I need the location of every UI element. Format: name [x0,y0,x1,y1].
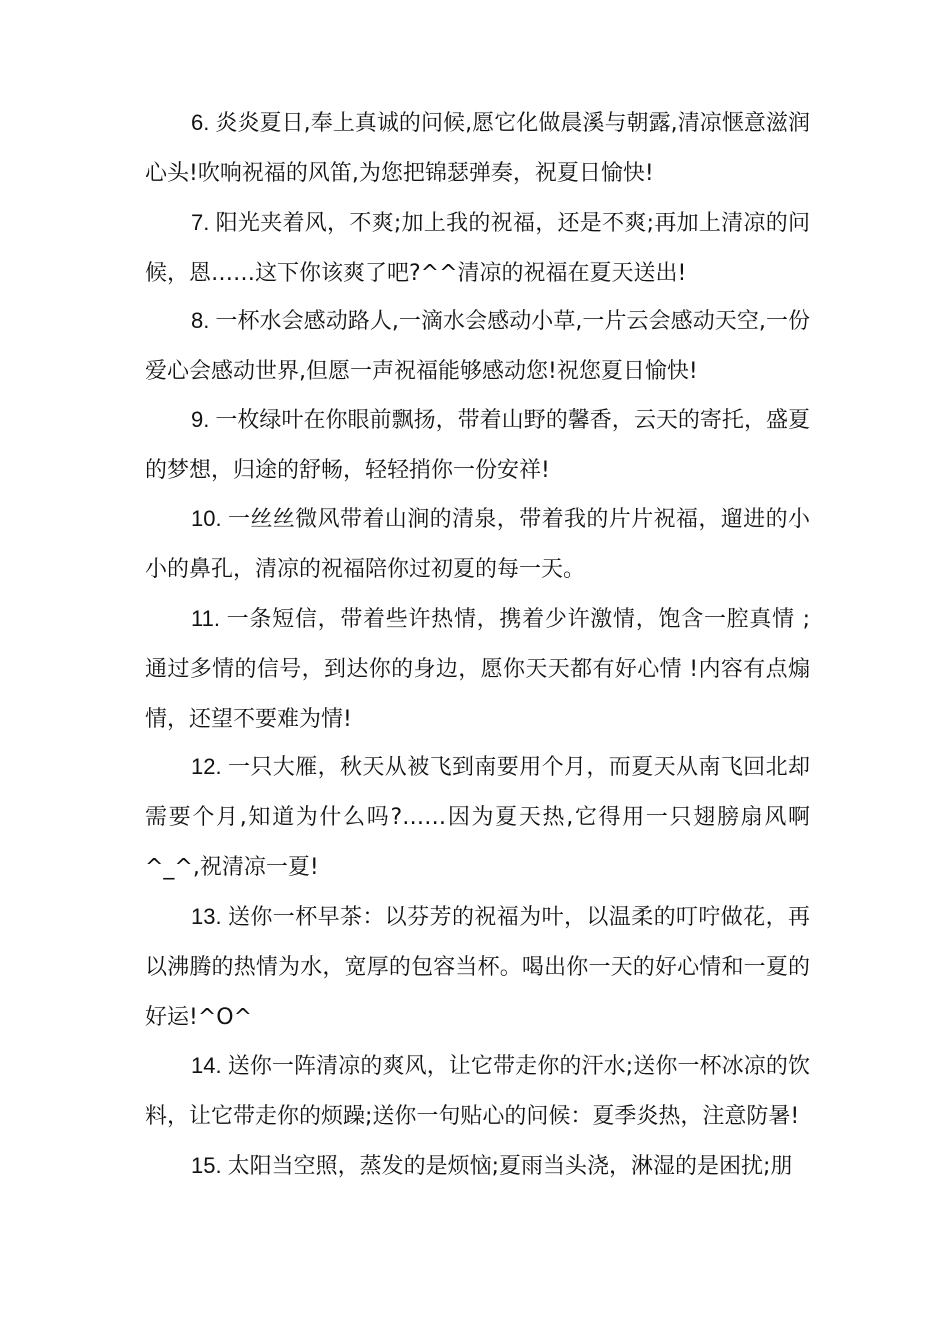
item-number: 14. [191,1053,222,1078]
paragraph-9 [145,395,810,496]
paragraph-text: 炎炎夏日,奉上真诚的问候,愿它化做晨溪与朝露,清凉惬意滋润心头!吹响祝福的风笛,为您把锦瑟弹奏，祝夏日愉快! [145,111,810,186]
item-number: 7. [191,210,210,235]
paragraph-text: 阳光夹着风，不爽;加上我的祝福，还是不爽;再加上清凉的问候，恩……这下你该爽了吧?^^清凉的祝福在夏天送出! [145,211,810,286]
paragraph-15 [145,1141,810,1192]
paragraph-text: 一只大雁，秋天从被飞到南要用个月，而夏天从南飞回北却需要个月,知道为什么吗?……因为夏天热,它得用一只翅膀扇风啊^_^,祝清凉一夏! [145,755,810,880]
paragraph-6 [145,98,810,199]
item-number: 8. [191,308,210,333]
paragraph-text: 一丝丝微风带着山涧的清泉，带着我的片片祝福，遛进的小小的鼻孔，清凉的祝福陪你过初夏的每一天。 [145,507,810,582]
paragraph-text: 太阳当空照，蒸发的是烦恼;夏雨当头浇，淋湿的是困扰;朋 [227,1154,793,1179]
item-number: 6. [191,110,210,135]
paragraph-10 [145,494,810,595]
item-number: 11. [191,606,220,631]
paragraph-text: 一枚绿叶在你眼前飘扬，带着山野的馨香，云天的寄托，盛夏的梦想，归途的舒畅，轻轻捎你一份安祥! [145,408,810,483]
item-number: 9. [191,407,210,432]
item-number: 15. [191,1153,222,1178]
paragraph-7 [145,198,810,299]
paragraph-text: 送你一阵清凉的爽风，让它带走你的汗水;送你一杯冰凉的饮料，让它带走你的烦躁;送你一句贴心的问候：夏季炎热，注意防暑! [145,1054,810,1129]
paragraph-text: 一杯水会感动路人,一滴水会感动小草,一片云会感动天空,一份爱心会感动世界,但愿一声祝福能够感动您!祝您夏日愉快! [145,309,810,384]
paragraph-8 [145,296,810,397]
item-number: 13. [191,904,222,929]
paragraph-13 [145,892,810,1043]
item-number: 10. [191,506,222,531]
paragraph-14 [145,1041,810,1142]
paragraph-11 [145,594,810,745]
item-number: 12. [191,754,222,779]
paragraph-text: 送你一杯早茶：以芬芳的祝福为叶，以温柔的叮咛做花，再以沸腾的热情为水，宽厚的包容当杯。喝出你一天的好心情和一夏的好运!^O^ [145,905,810,1030]
paragraph-text: 一条短信，带着些许热情，携着少许激情，饱含一腔真情 ;通过多情的信号，到达你的身边，愿你天天都有好心情 !内容有点煽情，还望不要难为情! [145,607,810,732]
paragraph-12 [145,742,810,893]
